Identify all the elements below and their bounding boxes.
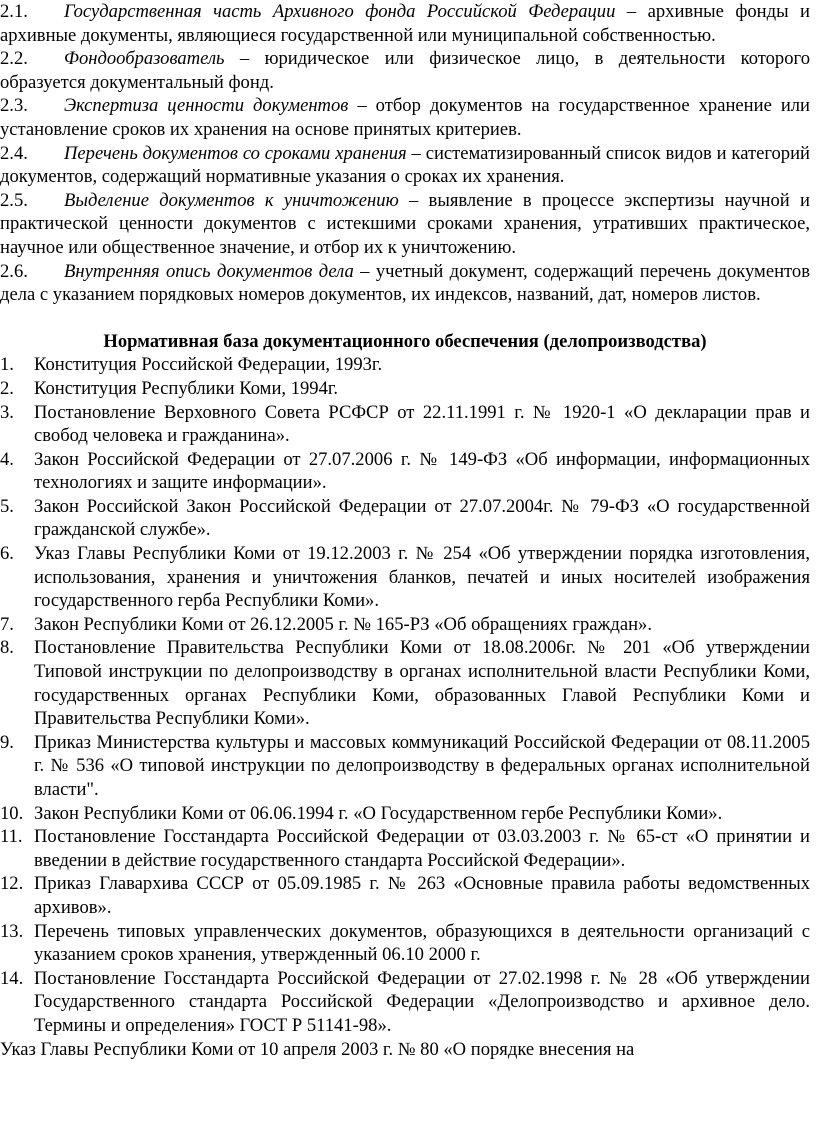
list-item-text: Перечень типовых управленческих документов, образующихся в деятельности организаций с указанием сроков хранения, утвержденный 06.10 2000 г. xyxy=(34,920,810,966)
list-item xyxy=(0,825,810,872)
definition-term: Перечень документов со сроками хранения xyxy=(64,142,407,164)
list-item-text: Постановление Верховного Совета РСФСР от 22.11.1991 г. № 1920-1 «О декларации прав и свобод человека и гражданина». xyxy=(34,401,810,447)
trailing-paragraph: Указ Главы Республики Коми от 10 апреля 2003 г. № 80 «О порядке внесения на xyxy=(0,1038,635,1060)
normative-list xyxy=(0,353,810,1037)
list-item xyxy=(0,731,810,802)
definition-item xyxy=(0,0,810,47)
list-item xyxy=(0,872,810,919)
list-item-number: 14. xyxy=(0,967,24,989)
list-item-text: Приказ Главархива СССР от 05.09.1985 г. № 263 «Основные правила работы ведомственных архивов». xyxy=(34,873,810,918)
definition-number: 2.5. xyxy=(0,189,28,211)
list-item xyxy=(0,802,810,826)
list-item-text: Постановление Правительства Республики Коми от 18.08.2006г. № 201 «Об утверждении Типовой инструкции по делопроизводству в органах исполнительной власти Республики Коми, государственных органах Республики Коми, образованных Главой Республики Коми и Правительства Республики Коми». xyxy=(34,637,810,730)
definition-number: 2.2. xyxy=(0,48,28,70)
definition-text: – систематизированный список видов и категорий документов, содержащий нормативные указания о сроках их хранения. xyxy=(0,142,810,188)
definition-item xyxy=(0,94,810,141)
definition-term: Экспертиза ценности документов xyxy=(64,95,349,117)
list-item-text: Конституция Российской Федерации, 1993г. xyxy=(34,354,383,376)
list-item-number: 2. xyxy=(0,377,14,399)
list-item xyxy=(0,495,810,542)
list-item-text: Постановление Госстандарта Российской Федерации от 27.02.1998 г. № 28 «Об утверждении Государственного стандарта Российской Федерации «Делопроизводство и архивное дело. Термины и определения» ГОСТ Р 51141-98». xyxy=(34,967,810,1036)
list-item-text: Конституция Республики Коми, 1994г. xyxy=(34,377,339,399)
definition-text: – юридическое или физическое лицо, в деятельности которого образуется документальный фонд. xyxy=(0,48,810,93)
list-item-number: 12. xyxy=(0,873,24,895)
definition-item xyxy=(0,189,810,260)
definition-item xyxy=(0,260,810,307)
definition-term: Государственная часть Архивного фонда Российской Федерации xyxy=(64,1,616,22)
list-item-number: 9. xyxy=(0,731,14,753)
definition-item xyxy=(0,142,810,189)
definition-number: 2.3. xyxy=(0,95,28,117)
list-item xyxy=(0,967,810,1038)
list-item-number: 8. xyxy=(0,637,14,659)
list-item-text: Приказ Министерства культуры и массовых коммуникаций Российской Федерации от 08.11.2005 г. № 536 «О типовой инструкции по делопроизводству в федеральных органах исполнительной власти". xyxy=(34,731,810,800)
list-item-text: Указ Главы Республики Коми от 19.12.2003 г. № 254 «Об утверждении порядка изготовления, использования, хранения и уничтожения бланков, печатей и иных носителей изображения государственного герба Республики Коми». xyxy=(34,543,810,612)
list-item-number: 1. xyxy=(0,354,14,376)
list-item xyxy=(0,920,810,967)
list-item-number: 13. xyxy=(0,920,24,942)
list-item xyxy=(0,377,810,401)
definition-text: – выявление в процессе экспертизы научной и практической ценности документов с истекшими сроками хранения, утративших практическое, научное или общественное значение, и отбор их к уничтожению. xyxy=(0,189,810,258)
definition-text: – архивные фонды и архивные документы, являющиеся государственной или муниципальной собственностью. xyxy=(0,1,810,46)
definition-text: – учетный документ, содержащий перечень документов дела с указанием порядковых номеров документов, их индексов, названий, дат, номеров листов. xyxy=(0,260,810,306)
list-item-text: Закон Российской Федерации от 27.07.2006 г. № 149-ФЗ «Об информации, информационных технологиях и защите информации». xyxy=(34,448,810,494)
list-item-number: 6. xyxy=(0,543,14,565)
definition-item xyxy=(0,47,810,94)
list-item-number: 3. xyxy=(0,401,14,423)
definition-term: Выделение документов к уничтожению xyxy=(64,189,399,211)
list-item xyxy=(0,401,810,448)
definition-number: 2.1. xyxy=(0,1,28,22)
list-item-number: 11. xyxy=(0,826,23,848)
list-item-number: 7. xyxy=(0,613,14,635)
list-item-number: 5. xyxy=(0,495,14,517)
list-item xyxy=(0,448,810,495)
definition-text: – отбор документов на государственное хранение или установление сроков их хранения на основе принятых критериев. xyxy=(0,95,810,140)
list-item-number: 4. xyxy=(0,448,14,470)
section-heading: Нормативная база документационного обеспечения (делопроизводства) xyxy=(103,330,707,352)
list-item xyxy=(0,636,810,730)
list-item-number: 10. xyxy=(0,802,24,824)
definition-term: Внутренняя опись документов дела xyxy=(64,260,354,282)
list-item-text: Закон Российской Закон Российской Федерации от 27.07.2004г. № 79-ФЗ «О государственной гражданской службе». xyxy=(34,495,810,541)
definition-number: 2.4. xyxy=(0,142,28,164)
list-item-text: Закон Республики Коми от 26.12.2005 г. № 165-РЗ «Об обращениях граждан». xyxy=(34,613,652,635)
list-item xyxy=(0,542,810,613)
definition-term: Фондообразователь xyxy=(64,48,225,70)
list-item-text: Закон Республики Коми от 06.06.1994 г. «О Государственном гербе Республики Коми». xyxy=(34,802,723,824)
list-item xyxy=(0,353,810,377)
list-item-text: Постановление Госстандарта Российской Федерации от 03.03.2003 г. № 65-ст «О принятии и введении в действие государственного стандарта Российской Федерации». xyxy=(34,826,810,871)
definitions-list xyxy=(0,0,810,307)
definition-number: 2.6. xyxy=(0,260,28,282)
list-item xyxy=(0,613,810,637)
